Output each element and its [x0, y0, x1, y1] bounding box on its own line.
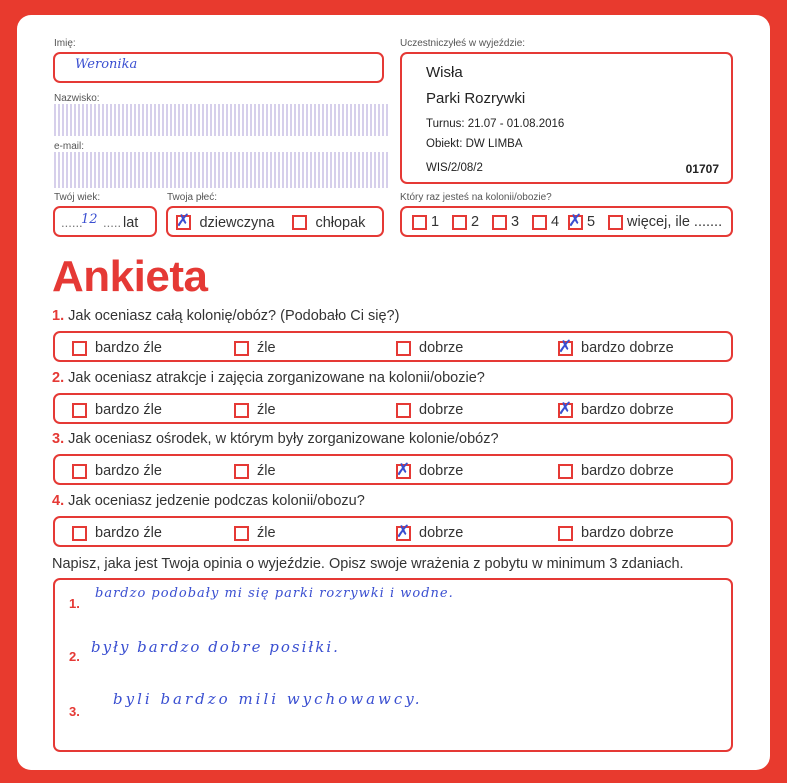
location: Wisła — [426, 64, 463, 81]
question-2: 2. Jak oceniasz atrakcje i zajęcia zorganizowane na kolonii/obozie? — [52, 370, 485, 386]
number: 01707 — [685, 162, 719, 176]
checkbox-female[interactable] — [176, 211, 191, 232]
q2-option-2[interactable]: źle — [234, 402, 276, 418]
essay-prompt: Napisz, jaka jest Twoja opinia o wyjeździe. Opisz swoje wrażenia z pobytu w minimum 3 zdaniach. — [52, 556, 684, 572]
line-1-text: bardzo podobały mi się parki rozrywki i wodne. — [95, 586, 454, 601]
question-2-options — [53, 393, 733, 424]
times-2-checkbox[interactable] — [452, 215, 467, 230]
program: Parki Rozrywki — [426, 90, 526, 107]
check-mark-icon: ✗ — [568, 210, 583, 231]
line-2-text: były bardzo dobre posiłki. — [91, 638, 340, 656]
check-mark-icon: ✗ — [558, 336, 573, 357]
participant-box — [400, 52, 733, 184]
q2-option-1[interactable]: bardzo źle — [72, 402, 162, 418]
checkbox-male[interactable] — [292, 215, 307, 230]
q4-option-2[interactable]: źle — [234, 525, 276, 541]
times-field: 1 2 3 4 ✗ 5 więcej, ile ....... — [400, 206, 733, 237]
q2-option-4[interactable]: ✗ bardzo dobrze — [558, 398, 674, 419]
question-4-options — [53, 516, 733, 547]
name-field[interactable] — [53, 52, 384, 83]
line-3-text: byli bardzo mili wychowawcy. — [113, 690, 423, 708]
age-unit: lat — [123, 215, 139, 231]
essay-box[interactable] — [53, 578, 733, 752]
times-4-checkbox[interactable] — [532, 215, 547, 230]
q1-option-2[interactable]: źle — [234, 340, 276, 356]
line-1-number: 1. — [69, 596, 80, 611]
age-value: 12 — [81, 212, 98, 227]
q2-option-3[interactable]: dobrze — [396, 402, 463, 418]
q1-option-4[interactable]: ✗ bardzo dobrze — [558, 336, 674, 357]
sex-field — [166, 206, 384, 237]
times-1-checkbox[interactable] — [412, 215, 427, 230]
name-label: Imię: — [54, 38, 76, 49]
times-3-checkbox[interactable] — [492, 215, 507, 230]
q4-option-1[interactable]: bardzo źle — [72, 525, 162, 541]
q4-option-3[interactable]: ✗ dobrze — [396, 521, 464, 542]
code: WIS/2/08/2 — [426, 162, 483, 174]
q4-option-4[interactable]: bardzo dobrze — [558, 525, 674, 541]
turnus: Turnus: 21.07 - 01.08.2016 — [426, 118, 565, 130]
times-label: Który raz jesteś na kolonii/obozie? — [400, 192, 552, 203]
sex-label: Twoja płeć: — [167, 192, 218, 203]
question-3: 3. Jak oceniasz ośrodek, w którym były zorganizowane kolonie/obóz? — [52, 431, 499, 447]
participant-label: Uczestniczyłeś w wyjeździe: — [400, 38, 526, 49]
check-mark-icon: ✗ — [176, 211, 191, 232]
object: Obiekt: DW LIMBA — [426, 138, 523, 150]
surname-label: Nazwisko: — [54, 93, 100, 104]
email-label: e-mail: — [54, 141, 85, 152]
times-more-checkbox[interactable] — [608, 215, 623, 230]
question-1: 1. Jak oceniasz całą kolonię/obóz? (Podobało Ci się?) — [52, 308, 400, 324]
survey-title: Ankieta — [52, 252, 208, 301]
check-mark-icon: ✗ — [396, 459, 411, 480]
q3-option-4[interactable]: bardzo dobrze — [558, 463, 674, 479]
check-mark-icon: ✗ — [558, 398, 573, 419]
times-5-checkbox[interactable] — [568, 210, 583, 231]
age-field[interactable]: ...... 12 ..... lat — [53, 206, 157, 237]
check-mark-icon: ✗ — [396, 521, 411, 542]
email-redacted — [54, 152, 389, 188]
sex-female-option[interactable]: ✗ dziewczyna — [176, 211, 275, 232]
question-3-options — [53, 454, 733, 485]
line-2-number: 2. — [69, 649, 80, 664]
question-4: 4. Jak oceniasz jedzenie podczas kolonii/obozu? — [52, 493, 365, 509]
q1-option-1[interactable]: bardzo źle — [72, 340, 162, 356]
age-label: Twój wiek: — [54, 192, 101, 203]
q3-option-2[interactable]: źle — [234, 463, 276, 479]
q3-option-1[interactable]: bardzo źle — [72, 463, 162, 479]
line-3-number: 3. — [69, 704, 80, 719]
q3-option-3[interactable]: ✗ dobrze — [396, 459, 464, 480]
surname-redacted — [54, 104, 389, 136]
name-value: Weronika — [75, 57, 138, 72]
sex-male-option[interactable]: chłopak — [292, 214, 365, 232]
q1-option-3[interactable]: dobrze — [396, 340, 463, 356]
question-1-options — [53, 331, 733, 362]
